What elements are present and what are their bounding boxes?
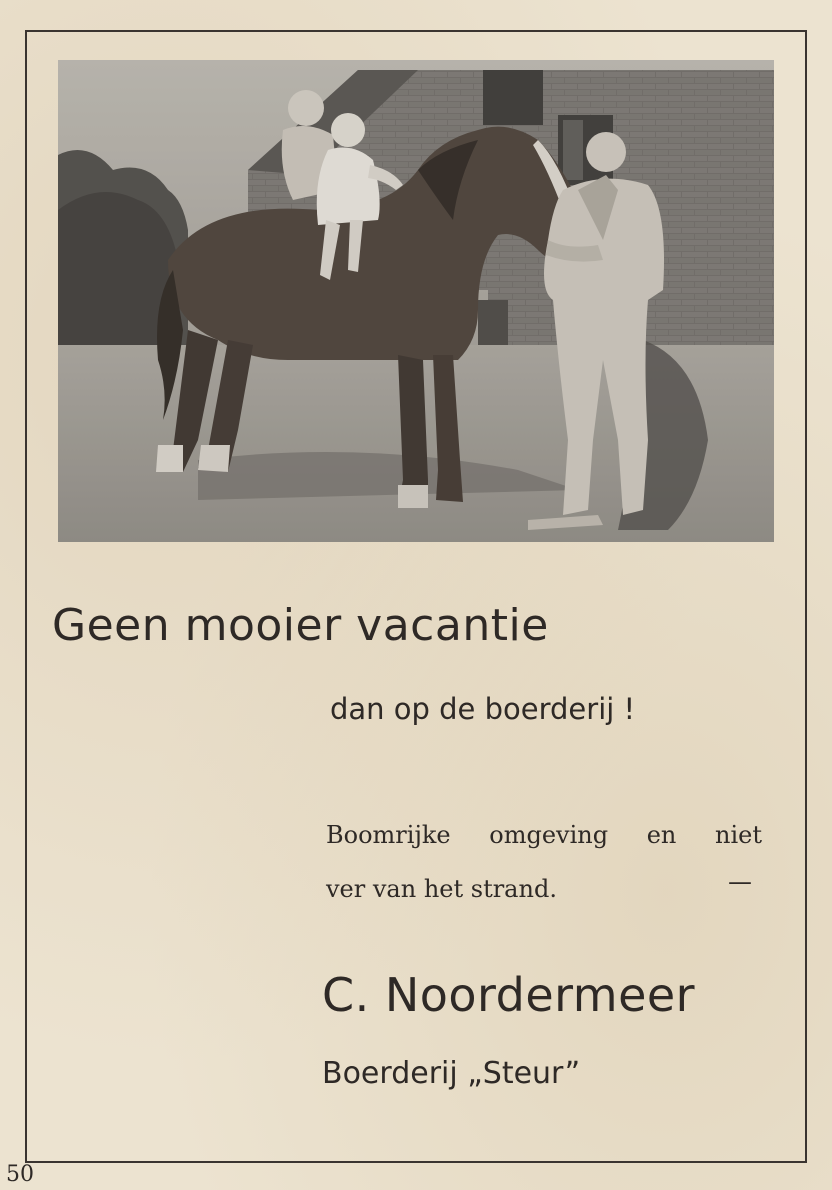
body-word: en xyxy=(646,821,677,849)
advert-dash: — xyxy=(728,868,752,896)
advert-headline: Geen mooier vacantie xyxy=(52,600,549,651)
farm-name: Boerderij „Steur” xyxy=(322,1056,581,1091)
advert-body xyxy=(326,808,762,916)
body-word: niet xyxy=(715,821,762,849)
advert-subline: dan op de boerderij ! xyxy=(330,692,636,726)
body-line-2: ver van het strand. xyxy=(326,875,557,903)
advertiser-name: C. Noordermeer xyxy=(322,968,696,1022)
body-word: Boomrijke xyxy=(326,821,451,849)
advert-photo xyxy=(58,60,774,542)
page-number: 50 xyxy=(6,1162,34,1187)
photo-illustration xyxy=(58,60,774,542)
body-line-1 xyxy=(326,808,762,862)
body-word: omgeving xyxy=(489,821,609,849)
